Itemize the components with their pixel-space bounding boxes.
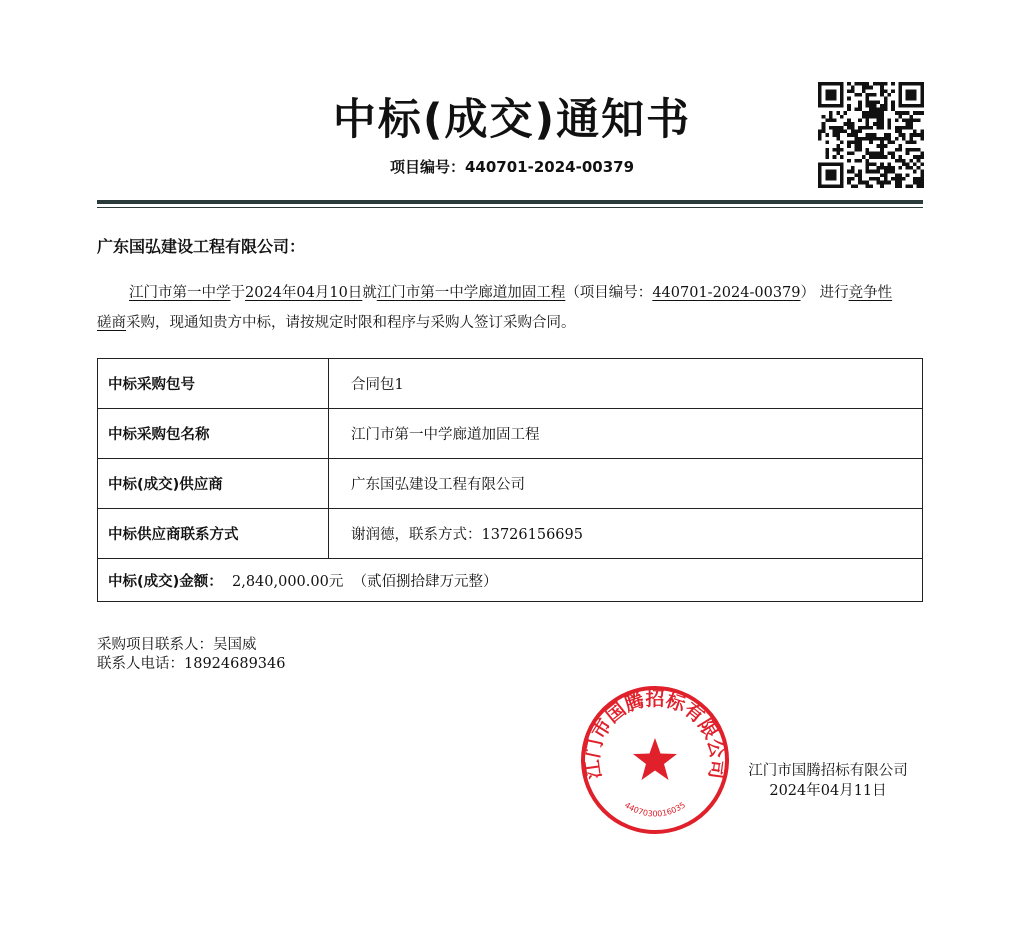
row-label: 中标供应商联系方式	[98, 509, 329, 559]
row-label: 中标采购包名称	[98, 409, 329, 459]
purchaser-name: 江门市第一中学	[129, 285, 231, 301]
seal-text: 江门市国腾招标有限公司	[581, 688, 729, 781]
text-segment: 于	[230, 285, 245, 301]
notice-paragraph	[97, 278, 902, 338]
notice-date: 2024年04月10日	[245, 285, 363, 301]
header-divider-thick	[97, 200, 923, 204]
row-value: 合同包1	[329, 359, 923, 409]
project-number-value: 440701-2024-00379	[465, 158, 635, 176]
amount-cell	[98, 559, 923, 602]
procurement-method: 竞争性磋商	[97, 285, 893, 331]
row-value: 谢润德，联系方式：13726156695	[329, 509, 923, 559]
award-info-table	[97, 358, 923, 602]
project-number: 440701-2024-00379	[652, 285, 801, 301]
addressee: 广东国弘建设工程有限公司：	[97, 237, 306, 256]
project-number-label: 项目编号：	[389, 158, 465, 176]
seal-code: 4407030016035	[622, 800, 688, 819]
text-segment: 就	[362, 285, 377, 301]
project-name: 江门市第一中学廊道加固工程	[376, 285, 566, 301]
amount-row	[98, 559, 923, 602]
row-value: 广东国弘建设工程有限公司	[329, 459, 923, 509]
contact-person: 采购项目联系人：吴国威	[97, 637, 257, 653]
company-seal-stamp	[579, 684, 731, 836]
amount-in-words: （贰佰捌拾肆万元整）	[352, 573, 498, 590]
text-segment: （项目编号：	[565, 285, 653, 301]
contact-block	[97, 636, 285, 674]
issuer-name: 江门市国腾招标有限公司	[748, 763, 908, 779]
row-label: 中标采购包号	[98, 359, 329, 409]
text-segment: ） 进行	[800, 285, 849, 301]
qr-code-icon	[818, 82, 924, 188]
amount-value: 2,840,000.00元	[231, 573, 344, 590]
table-row	[98, 459, 923, 509]
svg-text:4407030016035	[623, 800, 687, 818]
table-row	[98, 409, 923, 459]
text-segment: 采购，现通知贵方中标，请按规定时限和程序与采购人签订采购合同。	[126, 315, 576, 331]
row-value: 江门市第一中学廊道加固工程	[329, 409, 923, 459]
row-label: 中标(成交)供应商	[98, 459, 329, 509]
document-title: 中标(成交)通知书	[332, 95, 692, 145]
header-divider-thin	[97, 207, 923, 208]
contact-phone: 联系人电话：18924689346	[97, 656, 286, 672]
amount-label: 中标(成交)金额：	[108, 573, 223, 590]
table-row	[98, 359, 923, 409]
issue-date: 2024年04月11日	[769, 783, 887, 799]
table-row	[98, 509, 923, 559]
issuer-block	[733, 761, 923, 801]
